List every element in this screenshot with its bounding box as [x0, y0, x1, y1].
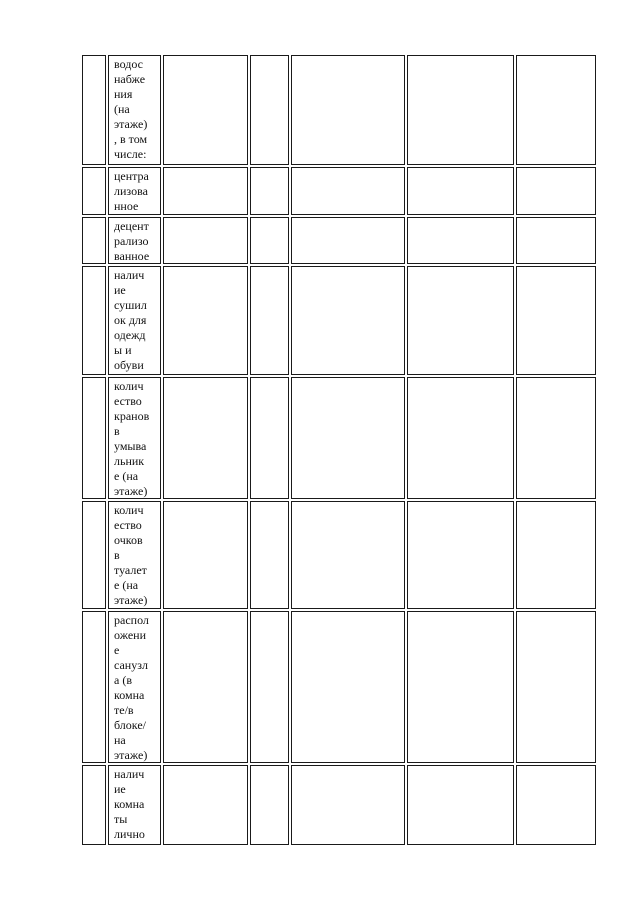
- row-label-cell: налич ие комна ты лично: [108, 765, 161, 845]
- table-cell: [163, 167, 248, 215]
- table-cell: [516, 167, 596, 215]
- table-cell: [291, 266, 405, 375]
- table-cell: [291, 501, 405, 609]
- row-label-cell: центра лизова нное: [108, 167, 161, 215]
- table-cell: [163, 501, 248, 609]
- table-cell: [163, 217, 248, 264]
- table-cell: [250, 167, 289, 215]
- row-number-cell: [82, 611, 106, 763]
- table-cell: [291, 611, 405, 763]
- table-cell: [163, 611, 248, 763]
- table-cell: [516, 55, 596, 165]
- table-cell: [516, 266, 596, 375]
- table-cell: [250, 266, 289, 375]
- table-cell: [291, 55, 405, 165]
- row-number-cell: [82, 55, 106, 165]
- row-number-cell: [82, 266, 106, 375]
- table-cell: [407, 611, 514, 763]
- row-label-cell: водос набже ния (на этаже) , в том числе:: [108, 55, 161, 165]
- table-cell: [516, 377, 596, 499]
- table-cell: [516, 217, 596, 264]
- row-label-cell: колич ество очков в туалет е (на этаже): [108, 501, 161, 609]
- table-cell: [291, 377, 405, 499]
- row-number-cell: [82, 501, 106, 609]
- row-number-cell: [82, 217, 106, 264]
- row-label-cell: распол ожени е санузл а (в комна те/в блоке/ на этаже): [108, 611, 161, 763]
- row-number-cell: [82, 167, 106, 215]
- table-cell: [407, 55, 514, 165]
- table-cell: [250, 377, 289, 499]
- table-cell: [407, 501, 514, 609]
- document-table: [82, 55, 596, 845]
- row-number-cell: [82, 377, 106, 499]
- table-cell: [291, 167, 405, 215]
- table-cell: [407, 377, 514, 499]
- row-label-cell: колич ество кранов в умыва льник е (на этаже): [108, 377, 161, 499]
- table-cell: [163, 266, 248, 375]
- table-cell: [250, 55, 289, 165]
- table-cell: [291, 765, 405, 845]
- table-cell: [250, 611, 289, 763]
- table-cell: [407, 765, 514, 845]
- table-cell: [163, 55, 248, 165]
- row-number-cell: [82, 765, 106, 845]
- table-cell: [250, 501, 289, 609]
- row-label-cell: налич ие сушил ок для одежд ы и обуви: [108, 266, 161, 375]
- table-cell: [407, 266, 514, 375]
- table-cell: [291, 217, 405, 264]
- row-label-cell: децент рализо ванное: [108, 217, 161, 264]
- table-cell: [250, 217, 289, 264]
- table-cell: [250, 765, 289, 845]
- table-cell: [407, 167, 514, 215]
- table-cell: [516, 765, 596, 845]
- table-cell: [407, 217, 514, 264]
- table-cell: [163, 377, 248, 499]
- table-cell: [516, 501, 596, 609]
- table-cell: [516, 611, 596, 763]
- table-cell: [163, 765, 248, 845]
